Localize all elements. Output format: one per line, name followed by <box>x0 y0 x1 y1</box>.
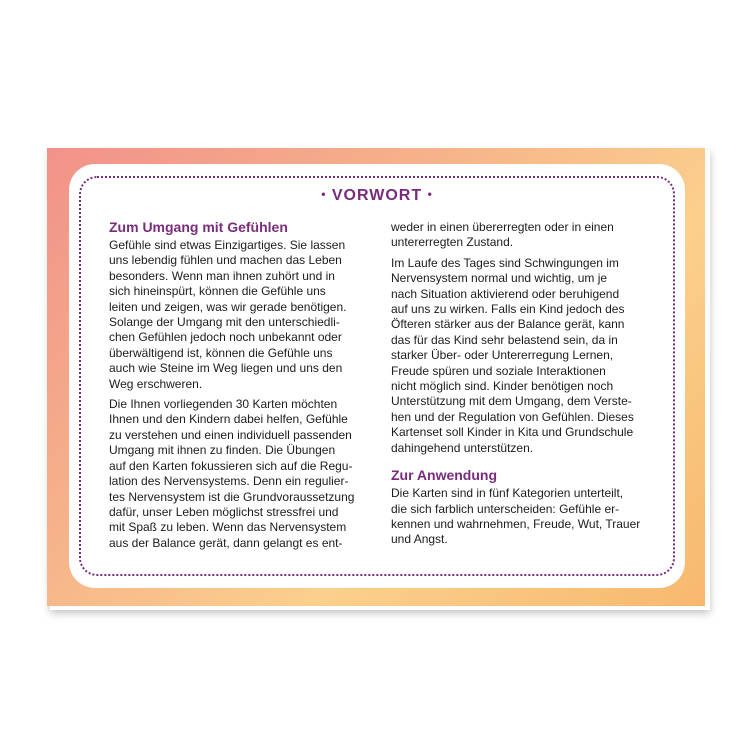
title-text: VORWORT <box>331 187 423 204</box>
paragraph-right-3 <box>391 486 641 548</box>
paragraph-left-2 <box>109 397 354 551</box>
text-line: Umgang mit ihnen zu finden. Die Übungen <box>109 443 336 458</box>
text-line: leiten und zeigen, was wir gerade benötigen. <box>109 299 347 314</box>
text-line: mit Spaß zu leben. Wenn das Nervensystem <box>109 520 347 535</box>
text-line: chen Gefühlen jedoch noch unbekannt oder <box>109 330 342 345</box>
heading-umgang: Zum Umgang mit Gefühlen <box>109 219 288 235</box>
text-line: Kartenset soll Kinder in Kita und Grundschule <box>391 425 634 440</box>
content-panel <box>69 164 685 588</box>
paragraph-right-1 <box>391 220 636 251</box>
text-line: Die Karten sind in fünf Kategorien unterteilt, <box>391 486 624 501</box>
text-line: weder in einen übererregten oder in einen <box>391 220 614 234</box>
text-line: aus der Balance gerät, dann gelangt es ent- <box>109 535 343 550</box>
text-line: besonders. Wenn man ihnen zuhört und in <box>109 268 335 283</box>
text-line: und Angst. <box>391 532 448 547</box>
text-line: untererregten Zustand. <box>391 235 514 250</box>
text-line: die sich farblich unterscheiden: Gefühle er- <box>391 501 620 516</box>
text-line: nicht möglich sind. Kinder benötigen noch <box>391 379 614 394</box>
left-column <box>109 218 354 556</box>
text-line: Unterstützung mit dem Umgang, dem Verste- <box>391 394 632 409</box>
title-bullet-right: • <box>427 187 433 201</box>
text-line: auf uns zu wirken. Falls ein Kind jedoch des <box>391 302 625 317</box>
text-line: Öfteren stärker aus der Balance gerät, kann <box>391 317 625 332</box>
paragraph-left-1 <box>109 238 354 392</box>
heading-anwendung: Zur Anwendung <box>391 467 498 484</box>
text-line: tes Nervensystem ist die Grundvoraussetzung <box>109 489 355 504</box>
text-line: auch wie Steine im Weg liegen und uns den <box>109 361 343 376</box>
right-column <box>391 220 641 553</box>
text-line: Ihnen und den Kindern dabei helfen, Gefühle <box>109 412 348 427</box>
text-line: Im Laufe des Tages sind Schwingungen im <box>391 255 619 270</box>
text-line: Nervensystem normal und wichtig, um je <box>391 271 608 286</box>
text-line: zu verstehen und einen individuell passenden <box>109 427 352 442</box>
text-line: überwältigend ist, können die Gefühle uns <box>109 345 333 360</box>
paragraph-right-2 <box>391 256 636 456</box>
text-line: starker Über- oder Untererregung Lernen, <box>391 348 614 363</box>
text-line: Gefühle sind etwas Einzigartiges. Sie lassen <box>109 238 346 252</box>
text-line: Weg erschweren. <box>109 376 203 391</box>
text-line: auf den Karten fokussieren sich auf die Regu- <box>109 458 353 473</box>
text-line: dahingehend unterstützen. <box>391 440 534 455</box>
text-line: hen und der Regulation von Gefühlen. Dieses <box>391 409 634 424</box>
text-line: lation des Nervensystems. Denn ein regulier- <box>109 474 349 489</box>
text-line: uns lebendig fühlen und machen das Leben <box>109 253 342 268</box>
text-line: nach Situation aktivierend oder beruhigend <box>391 286 620 301</box>
text-line: sich hineinspürt, können die Gefühle uns <box>109 284 326 299</box>
title-bullet-left: • <box>321 187 327 201</box>
text-line: Solange der Umgang mit den unterschiedli- <box>109 315 340 330</box>
text-line: Freude spüren und soziale Interaktionen <box>391 363 606 378</box>
text-line: das für das Kind sehr belastend sein, da in <box>391 332 618 347</box>
text-line: kennen und wahrnehmen, Freude, Wut, Trauer <box>391 516 641 531</box>
text-line: dafür, unser Leben möglichst stressfrei und <box>109 504 339 519</box>
text-line: Die Ihnen vorliegenden 30 Karten möchten <box>109 397 338 412</box>
page-title <box>69 187 685 205</box>
